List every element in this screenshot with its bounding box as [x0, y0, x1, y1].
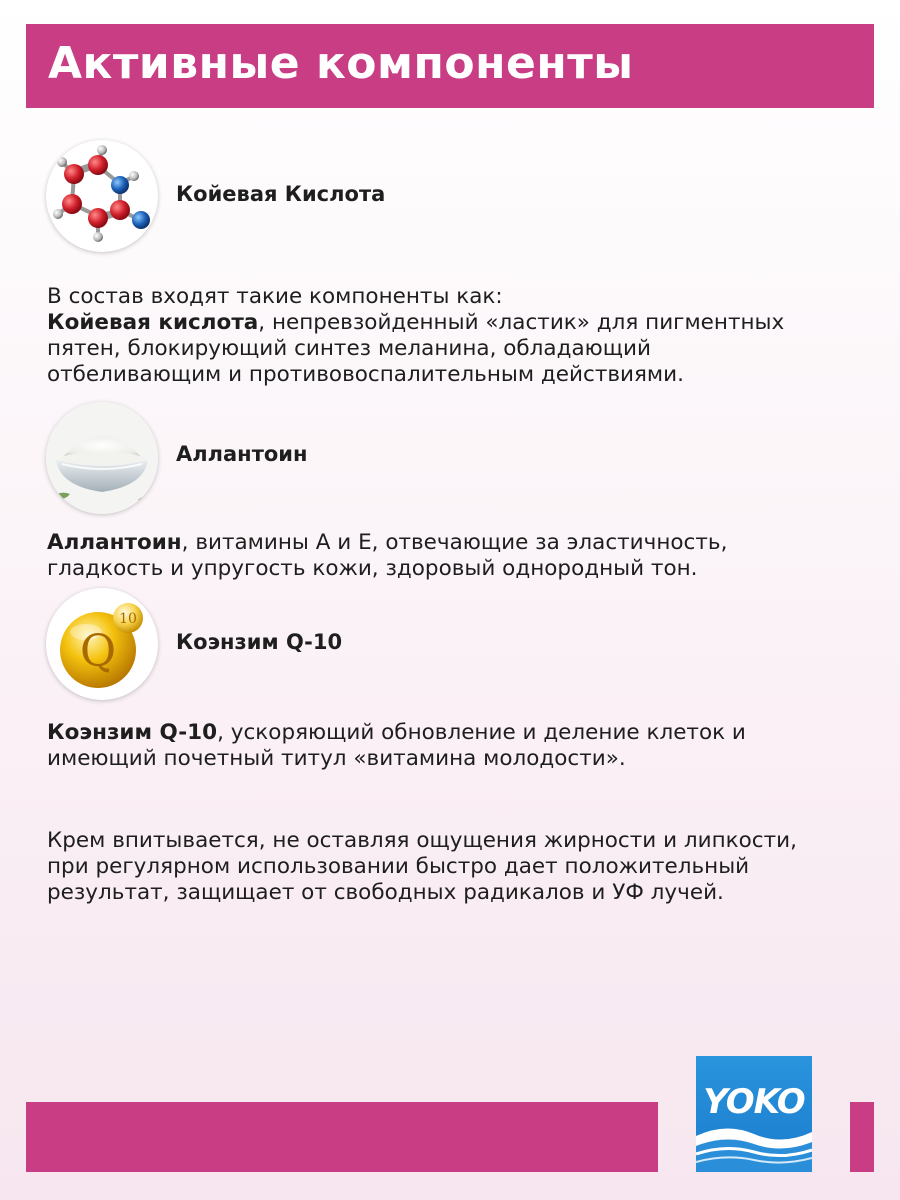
page-title: Активные компоненты [48, 38, 634, 89]
bold-term: Аллантоин [47, 530, 182, 555]
q10-number: 10 [119, 611, 137, 627]
paragraph-cream [47, 828, 797, 906]
paragraph-coenzyme-q10 [47, 720, 746, 772]
component-label-kojic-acid: Койевая Кислота [176, 182, 386, 206]
molecule-icon [46, 140, 158, 252]
brand-logo [696, 1056, 812, 1172]
footer-bar-left [26, 1102, 658, 1172]
bold-term: Койевая кислота [47, 310, 259, 335]
footer-bar-right [850, 1102, 874, 1172]
text-span: , непревзойденный «ластик» для пигментных [258, 310, 785, 335]
header-bar [26, 24, 874, 108]
text-line: при регулярном использовании быстро дает положительный [47, 854, 750, 879]
text-span: , ускоряющий обновление и деление клеток и [217, 720, 746, 745]
component-label-allantoin: Аллантоин [176, 442, 308, 466]
bold-term: Коэнзим Q-10 [47, 720, 218, 745]
text-line: Крем впитывается, не оставляя ощущения жирности и липкости, [47, 828, 797, 853]
q-letter: Q [79, 626, 117, 677]
text-line: имеющий почетный титул «витамина молодости». [47, 746, 626, 771]
text-line: В состав входят такие компоненты как: [47, 284, 503, 309]
text-line [47, 530, 727, 556]
powder-bowl-icon [46, 402, 158, 514]
coenzyme-q10-icon [46, 588, 158, 700]
component-label-coenzyme-q10: Коэнзим Q-10 [176, 630, 343, 654]
text-line: гладкость и упругость кожи, здоровый однородный тон. [47, 556, 698, 581]
text-line: отбеливающим и противовоспалительным действиями. [47, 362, 684, 387]
text-span: , витамины А и Е, отвечающие за эластичность, [181, 530, 728, 555]
text-line [47, 310, 784, 336]
paragraph-kojic-acid [47, 284, 784, 388]
text-line: результат, защищает от свободных радикалов и УФ лучей. [47, 880, 724, 905]
text-line [47, 720, 746, 746]
paragraph-allantoin [47, 530, 727, 582]
brand-logo-text: YOKO [703, 1082, 805, 1122]
text-line: пятен, блокирующий синтез меланина, обладающий [47, 336, 651, 361]
